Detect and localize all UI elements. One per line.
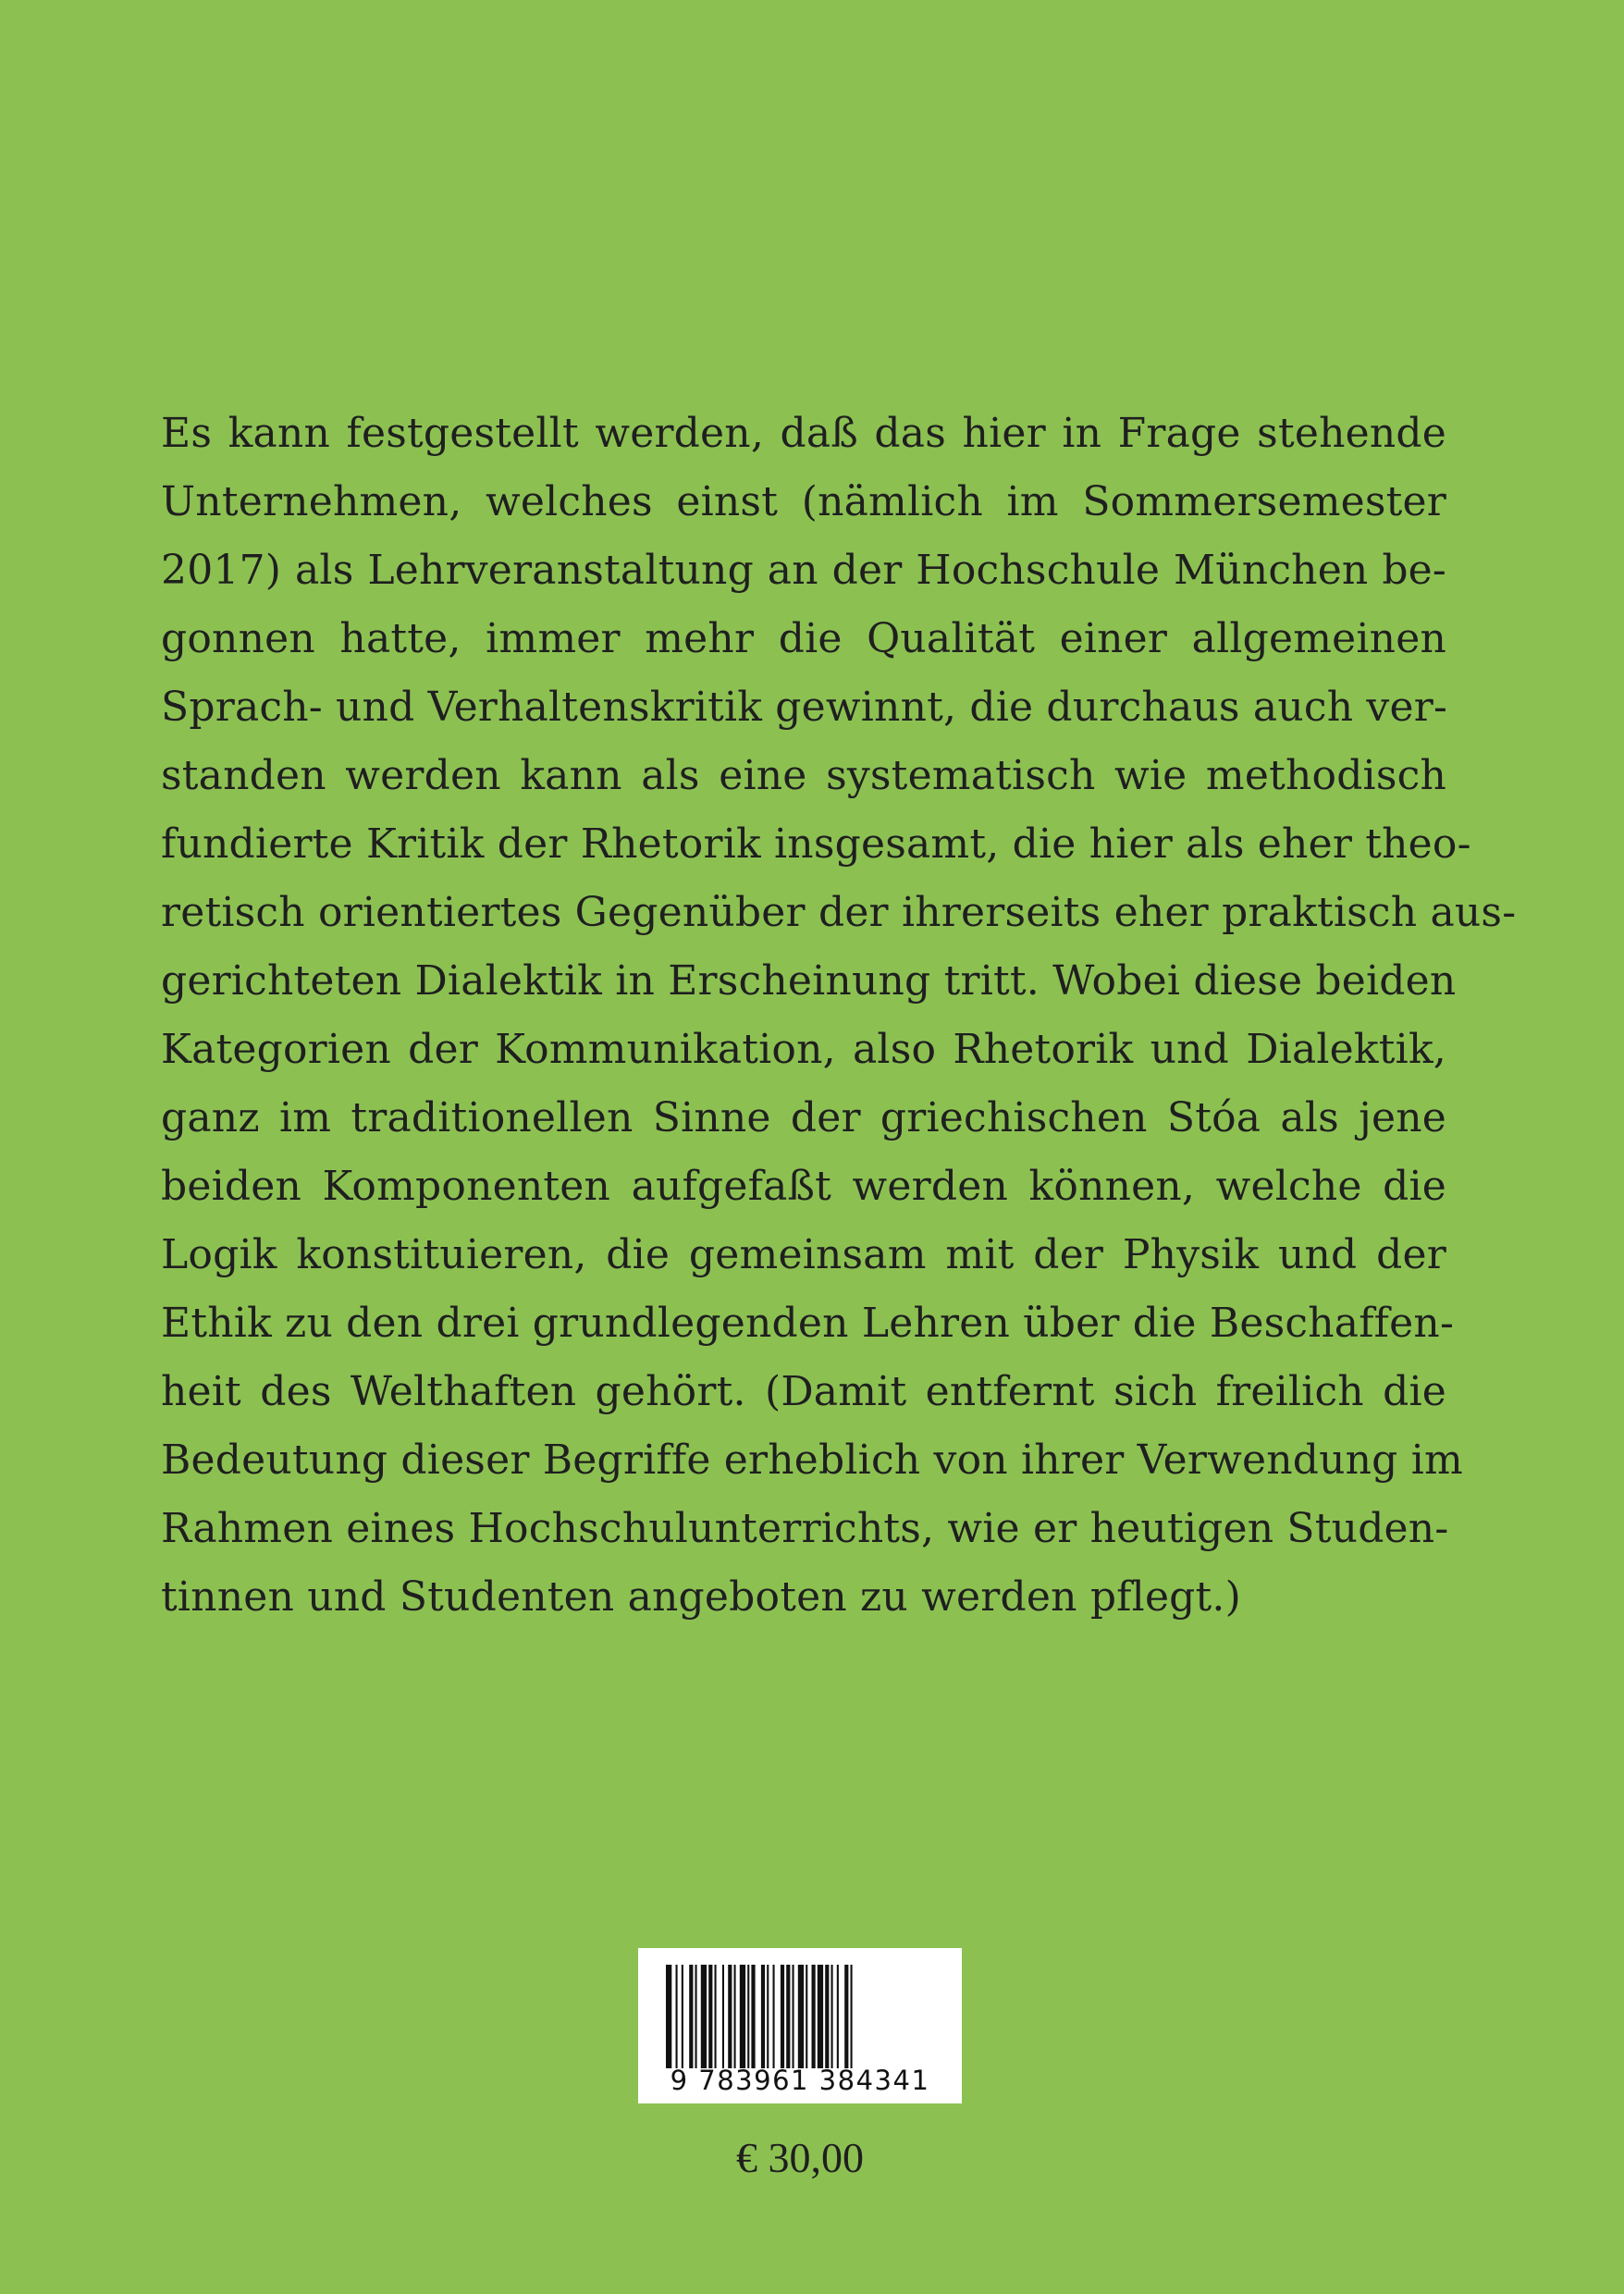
barcode-bar xyxy=(682,1965,683,2068)
blurb-line: Unternehmen, welches einst (nämlich im Sommersemester xyxy=(161,478,1446,525)
barcode-bar xyxy=(715,1965,717,2068)
blurb-line: retisch orientiertes Gegenüber der ihrerseits eher praktisch aus- xyxy=(161,889,1517,936)
barcode-bar xyxy=(701,1965,707,2068)
barcode-bar xyxy=(812,1965,816,2068)
barcode-bar xyxy=(740,1965,745,2068)
barcode-bar xyxy=(818,1965,823,2068)
blurb-line: beiden Komponenten aufgefaßt werden können, welche die xyxy=(161,1163,1446,1210)
isbn-number: 9 783961 384341 xyxy=(670,2065,930,2096)
barcode-bar xyxy=(747,1965,749,2068)
blurb-line: fundierte Kritik der Rhetorik insgesamt, die hier als eher theo- xyxy=(161,820,1471,868)
blurb-text xyxy=(161,400,1517,1632)
barcode-bar xyxy=(676,1965,678,2068)
barcode-bar xyxy=(708,1965,712,2068)
price-label: € 30,00 xyxy=(736,2134,864,2181)
barcode-bar xyxy=(689,1965,693,2068)
barcode-bar xyxy=(767,1965,769,2068)
barcode-bar xyxy=(722,1965,724,2068)
blurb-line: gerichteten Dialektik in Erscheinung tritt. Wobei diese beiden xyxy=(161,957,1457,1005)
barcode-bar xyxy=(761,1965,765,2068)
barcode-bar xyxy=(773,1965,775,2068)
barcode-bar xyxy=(781,1965,784,2068)
blurb-line: Bedeutung dieser Begriffe erheblich von ihrer Verwendung im xyxy=(161,1437,1463,1484)
barcode-bar xyxy=(806,1965,807,2068)
blurb-line: heit des Welthaften gehört. (Damit entfernt sich freilich die xyxy=(161,1368,1446,1415)
blurb-line: Kategorien der Kommunikation, also Rhetorik und Dialektik, xyxy=(161,1026,1446,1073)
barcode-bar xyxy=(666,1965,671,2068)
barcode-bar xyxy=(844,1965,848,2068)
barcode-bar xyxy=(793,1965,794,2068)
blurb-line: ganz im traditionellen Sinne der griechischen Stóa als jene xyxy=(161,1094,1446,1141)
barcode-bar xyxy=(734,1965,736,2068)
barcode-bar xyxy=(786,1965,790,2068)
barcode-bar xyxy=(851,1965,853,2068)
barcode-bar xyxy=(837,1965,839,2068)
barcode-bar xyxy=(798,1965,804,2068)
blurb-line: standen werden kann als eine systematisch wie methodisch xyxy=(161,752,1446,799)
barcode-bar xyxy=(695,1965,697,2068)
barcode-bar xyxy=(825,1965,829,2068)
barcode-bar xyxy=(831,1965,833,2068)
barcode-bars xyxy=(666,1965,934,2068)
blurb-line: Sprach- und Verhaltenskritik gewinnt, die durchaus auch ver- xyxy=(161,684,1448,731)
barcode-bar xyxy=(751,1965,755,2068)
blurb-line: 2017) als Lehrveranstaltung an der Hochschule München be- xyxy=(161,547,1446,594)
blurb-line: Logik konstituieren, die gemeinsam mit der Physik und der xyxy=(161,1231,1446,1278)
isbn-barcode xyxy=(638,1948,962,2103)
blurb-line: Rahmen eines Hochschulunterrichts, wie er heutigen Studen- xyxy=(161,1505,1449,1552)
blurb-line: tinnen und Studenten angeboten zu werden pflegt.) xyxy=(161,1573,1241,1621)
blurb-line: Es kann festgestellt werden, daß das hier in Frage stehende xyxy=(161,410,1446,457)
blurb-line: Ethik zu den drei grundlegenden Lehren über die Beschaffen- xyxy=(161,1300,1455,1347)
barcode-bar xyxy=(728,1965,732,2068)
blurb-line: gonnen hatte, immer mehr die Qualität einer allgemeinen xyxy=(161,615,1446,662)
